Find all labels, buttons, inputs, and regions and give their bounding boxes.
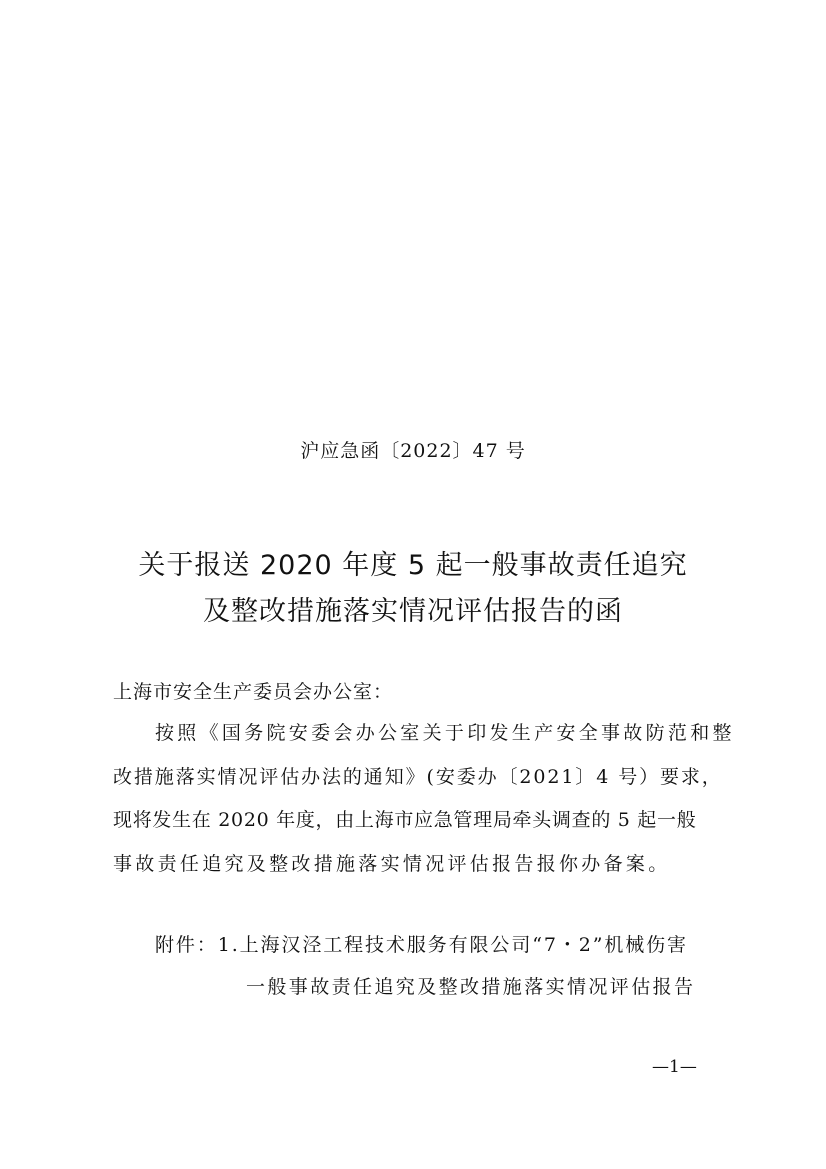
attachment-line-1: 附件：1.上海汉泾工程技术服务有限公司“7・2”机械伤害 <box>155 934 688 956</box>
title-line-1: 关于报送 2020 年度 5 起一般事故责任追究 <box>138 550 688 581</box>
addressee: 上海市安全生产委员会办公室： <box>113 681 394 703</box>
body-paragraph-line: 改措施落实情况评估办法的通知》(安委办〔2021〕4 号）要求， <box>113 766 723 788</box>
body-paragraph-line: 按照《国务院安委会办公室关于印发生产安全事故防范和整 <box>155 722 735 744</box>
attachment-line-2: 一般事故责任追究及整改措施落实情况评估报告 <box>246 976 696 998</box>
page-number: —1— <box>652 1057 697 1077</box>
body-paragraph-line: 现将发生在 2020 年度，由上海市应急管理局牵头调查的 5 起一般 <box>113 809 697 831</box>
body-paragraph-line: 事故责任追究及整改措施落实情况评估报告报你办备案。 <box>113 853 671 875</box>
title-line-2: 及整改措施落实情况评估报告的函 <box>203 596 623 627</box>
document-number: 沪应急函〔2022〕47 号 <box>300 440 526 462</box>
